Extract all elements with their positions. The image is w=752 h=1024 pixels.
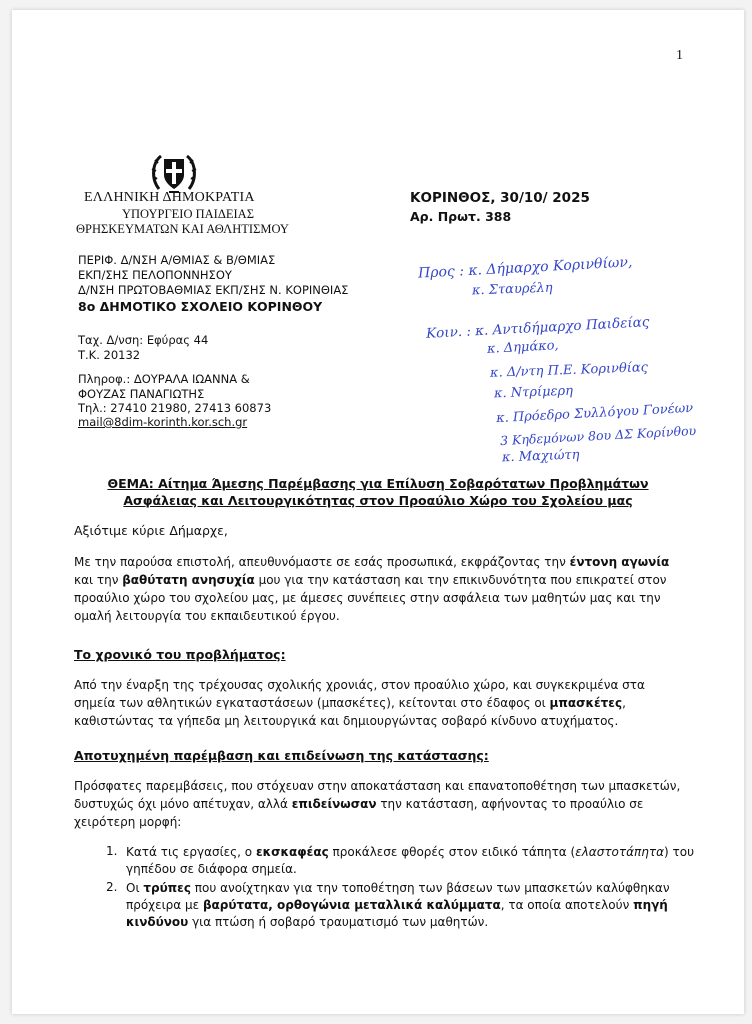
handwritten-cc-line-2: κ. Δ/ντη Π.Ε. Κορινθίας [489,360,649,381]
ministry-line-2: ΘΡΗΣΚΕΥΜΑΤΩΝ ΚΑΙ ΑΘΛΗΤΙΣΜΟΥ [76,222,289,236]
intro-paragraph: Με την παρούσα επιστολή, απευθυνόμαστε σε εσάς προσωπικά, εκφράζοντας την έντονη αγωνία και την βαθύτατη ανησυχία μου για την κατάσταση και την επικινδυνότητα που επικρατεί στον προαύλιο χώρο του σχολείου μας, με άμεσες συνέπειες στην ασφάλεια των μαθητών μας και την ομαλή λειτουργία του εκπαιδευτικού έργου. [74,555,670,623]
phone: Τηλ.: 27410 21980, 27413 60873 [78,401,272,415]
salutation: Αξιότιμε κύριε Δήμαρχε, [74,523,228,538]
handwritten-cc-name-3: κ. Μαχιώτη [501,447,580,466]
section-1-paragraph: Από την έναρξη της τρέχουσας σχολικής χρονιάς, στον προαύλιο χώρο, και συγκεκριμένα στα σημεία των αθλητικών εγκαταστάσεων (μπασκέτες), κείτονται στο έδαφος οι μπασκέτες, καθιστώντας τα γήπεδα μη λειτουργικά και δημιουργώντας σοβαρό κίνδυνο ατυχήματος. [74,678,645,728]
handwritten-cc-name-1: κ. Δημάκο, [486,338,560,357]
ministry-line-1: ΥΠΟΥΡΓΕΙΟ ΠΑΙΔΕΙΑΣ [122,207,254,221]
list-item-1-number: 1. [106,844,118,858]
handwritten-cc-line: Κοιν. : κ. Αντιδήμαρχο Παιδείας [425,314,650,342]
protocol-number: Αρ. Πρωτ. 388 [410,209,512,224]
subject-line-2: Ασφάλειας και Λειτουργικότητας στον Προαύλιο Χώρο του Σχολείου μας [123,493,633,508]
handwritten-cc-line-4: 3 Κηδεμόνων 8ου ΔΣ Κορίνθου [499,422,697,449]
section-2-title: Αποτυχημένη παρέμβαση και επιδείνωση της κατάστασης: [74,748,489,763]
republic-label: ΕΛΛΗΝΙΚΗ ΔΗΜΟΚΡΑΤΙΑ [84,190,255,205]
letter-page [12,10,744,1014]
school-name: 8ο ΔΗΜΟΤΙΚΟ ΣΧΟΛΕΙΟ ΚΟΡΙΝΘΟΥ [78,299,323,314]
postal-code: Τ.Κ. 20132 [78,348,141,362]
info-line-1: Πληροφ.: ΔΟΥΡΑΛΑ ΙΩΑΝΝΑ & [78,372,250,386]
section-1-title: Το χρονικό του προβλήματος: [74,647,286,662]
list-item-1-text: Κατά τις εργασίες, ο εκσκαφέας προκάλεσε φθορές στον ειδικό τάπητα (ελαστοτάπητα) του γηπέδου σε διάφορα σημεία. [126,845,695,876]
list-item-2-text: Οι τρύπες που ανοίχτηκαν για την τοποθέτηση των βάσεων των μπασκετών καλύφθηκαν πρόχειρα με βαρύτατα, ορθογώνια μεταλλικά καλύμματα, τα οποία αποτελούν πηγή κινδύνου για πτώση ή σοβαρό τραυματισμό των μαθητών. [126,881,670,929]
email-link[interactable]: mail@8dim-korinth.kor.sch.gr [78,415,248,429]
info-line-2: ΦΟΥΖΑΣ ΠΑΝΑΓΙΩΤΗΣ [78,387,205,401]
handwritten-to-line: Προς : κ. Δήμαρχο Κορινθίων, [417,254,633,282]
handwritten-to-name: κ. Σταυρέλη [471,280,553,299]
letter-date: ΚΟΡΙΝΘΟΣ, 30/10/ 2025 [410,190,590,206]
handwritten-cc-line-3: κ. Πρόεδρο Συλλόγου Γονέων [495,400,694,427]
address: Ταχ. Δ/νση: Εφύρας 44 [78,333,209,347]
page-number: 1 [676,48,683,63]
handwritten-cc-name-2: κ. Ντρίμερη [493,383,574,402]
section-2-paragraph: Πρόσφατες παρεμβάσεις, που στόχευαν στην αποκατάσταση και επανατοποθέτηση των μπασκετών, δυστυχώς όχι μόνο απέτυχαν, αλλά επιδείνωσαν την κατάσταση, αφήνοντας το προαύλιο σε χειρότερη μορφή: [74,779,681,829]
directorate-line-1: ΠΕΡΙΦ. Δ/ΝΣΗ Α/ΘΜΙΑΣ & Β/ΘΜΙΑΣ [78,253,276,267]
directorate-line-2: ΕΚΠ/ΣΗΣ ΠΕΛΟΠΟΝΝΗΣΟΥ [78,268,232,282]
directorate-line-3: Δ/ΝΣΗ ΠΡΩΤΟΒΑΘΜΙΑΣ ΕΚΠ/ΣΗΣ Ν. ΚΟΡΙΝΘΙΑΣ [78,283,349,297]
list-item-2-number: 2. [106,880,118,894]
subject-line-1: ΘΕΜΑ: Αίτημα Άμεσης Παρέμβασης για Επίλυση Σοβαρότατων Προβλημάτων [107,476,649,491]
